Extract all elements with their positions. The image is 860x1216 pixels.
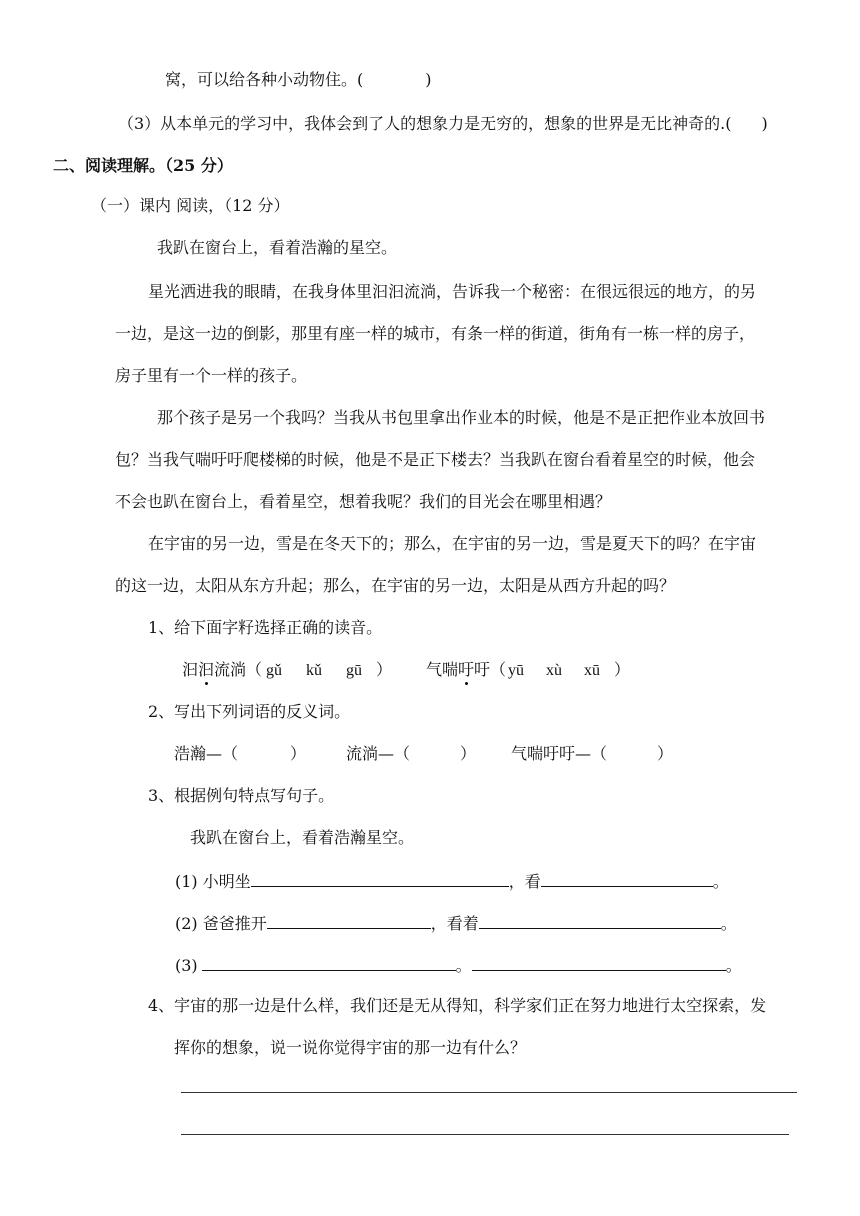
fill-blank[interactable]	[479, 912, 721, 929]
fill-blank[interactable]	[472, 954, 726, 971]
pinyin-option[interactable]: yū	[508, 662, 525, 679]
sub-heading: （一）课内 阅读，（12 分）	[91, 196, 290, 215]
q1-word1-options	[262, 660, 376, 679]
passage-p4-line1: 在宇宙的另一边，雪是在冬天下的；那么，在宇宙的另一边，雪是夏天下的吗？在宇宙	[148, 534, 757, 553]
q3-sentence1: (1) 小明坐 ，看 。	[175, 872, 729, 891]
pinyin-option[interactable]: gǔ	[266, 662, 283, 679]
q2-prompt: 2、写出下列词语的反义词。	[148, 702, 351, 721]
passage-p2-line1: 星光洒进我的眼睛，在我身体里汩汩流淌，告诉我一个秘密：在很远很远的地方，的另	[148, 282, 757, 301]
q3-example: 我趴在窗台上，看着浩瀚星空。	[190, 828, 415, 847]
q1-word2-options	[506, 660, 614, 679]
q3-sentence2: (2) 爸爸推开 ，看着 。	[175, 914, 737, 933]
dotted-char: 汩	[198, 660, 215, 679]
pinyin-option[interactable]: xù	[546, 662, 563, 679]
q2-item3: 气喘吁吁—（ ）	[511, 744, 674, 763]
passage-p2-line2: 一边，是这一边的倒影，那里有座一样的城市，有条一样的街道，街角有一栋一样的房子，	[115, 324, 756, 343]
fill-blank[interactable]	[541, 870, 713, 887]
q2-item2: 流淌—（ ）	[346, 744, 477, 763]
q4-prompt-line2: 挥你的想象，说一说你觉得宇宙的那一边有什么？	[174, 1038, 527, 1057]
q3-sentence3: (3) 。 。	[175, 956, 742, 975]
passage-p2-line3: 房子里有一个一样的孩子。	[115, 366, 308, 385]
passage-p4-line2: 的这一边，太阳从东方升起；那么，在宇宙的另一边，太阳是从西方升起的吗？	[115, 576, 676, 595]
q4-prompt-line1: 4、宇宙的那一边是什么样，我们还是无从得知，科学家们正在努力地进行太空探索，发	[148, 996, 767, 1015]
q4-answer-line-2[interactable]	[181, 1134, 789, 1135]
statement-3-text: （3）从本单元的学习中，我体会到了人的想象力是无穷的，想象的世界是无比神奇的.(	[118, 114, 732, 133]
carryover-text: 窝，可以给各种小动物住。(	[165, 70, 364, 89]
q2-item1: 浩瀚—（ ）	[174, 744, 307, 763]
passage-p3-line1: 那个孩子是另一个我吗？当我从书包里拿出作业本的时候，他是不是正把作业本放回书	[157, 408, 766, 427]
carryover-line	[165, 70, 432, 90]
statement-3	[118, 114, 768, 134]
passage-p3-line3: 不会也趴在窗台上，看着星空，想着我呢？我们的目光会在哪里相遇？	[115, 492, 612, 511]
passage-p3-line2: 包？当我气喘吁吁爬楼梯的时候，他是不是正下楼去？当我趴在窗台看着星空的时候，他会	[115, 450, 756, 469]
q1-prompt: 1、给下面字籽选择正确的读音。	[148, 618, 383, 637]
dotted-char: 吁	[458, 660, 475, 679]
q1-word2: 气喘吁吁（ yū xù xū ）	[426, 660, 631, 679]
pinyin-option[interactable]: gū	[346, 662, 363, 679]
passage-p1: 我趴在窗台上，看着浩瀚的星空。	[157, 238, 398, 257]
fill-blank[interactable]	[251, 870, 509, 887]
q3-prompt: 3、根据例句特点写句子。	[148, 786, 335, 805]
fill-blank[interactable]	[267, 912, 431, 929]
section-heading: 二、阅读理解。（25 分）	[53, 156, 233, 175]
paren-close: )	[761, 114, 768, 133]
q1-word1: 汩汩流淌（ gǔ kǔ gū ）	[182, 660, 393, 679]
pinyin-option[interactable]: xū	[584, 662, 601, 679]
pinyin-option[interactable]: kǔ	[306, 662, 323, 679]
paren-close: )	[425, 70, 432, 89]
q4-answer-line-1[interactable]	[181, 1092, 797, 1093]
fill-blank[interactable]	[202, 954, 456, 971]
